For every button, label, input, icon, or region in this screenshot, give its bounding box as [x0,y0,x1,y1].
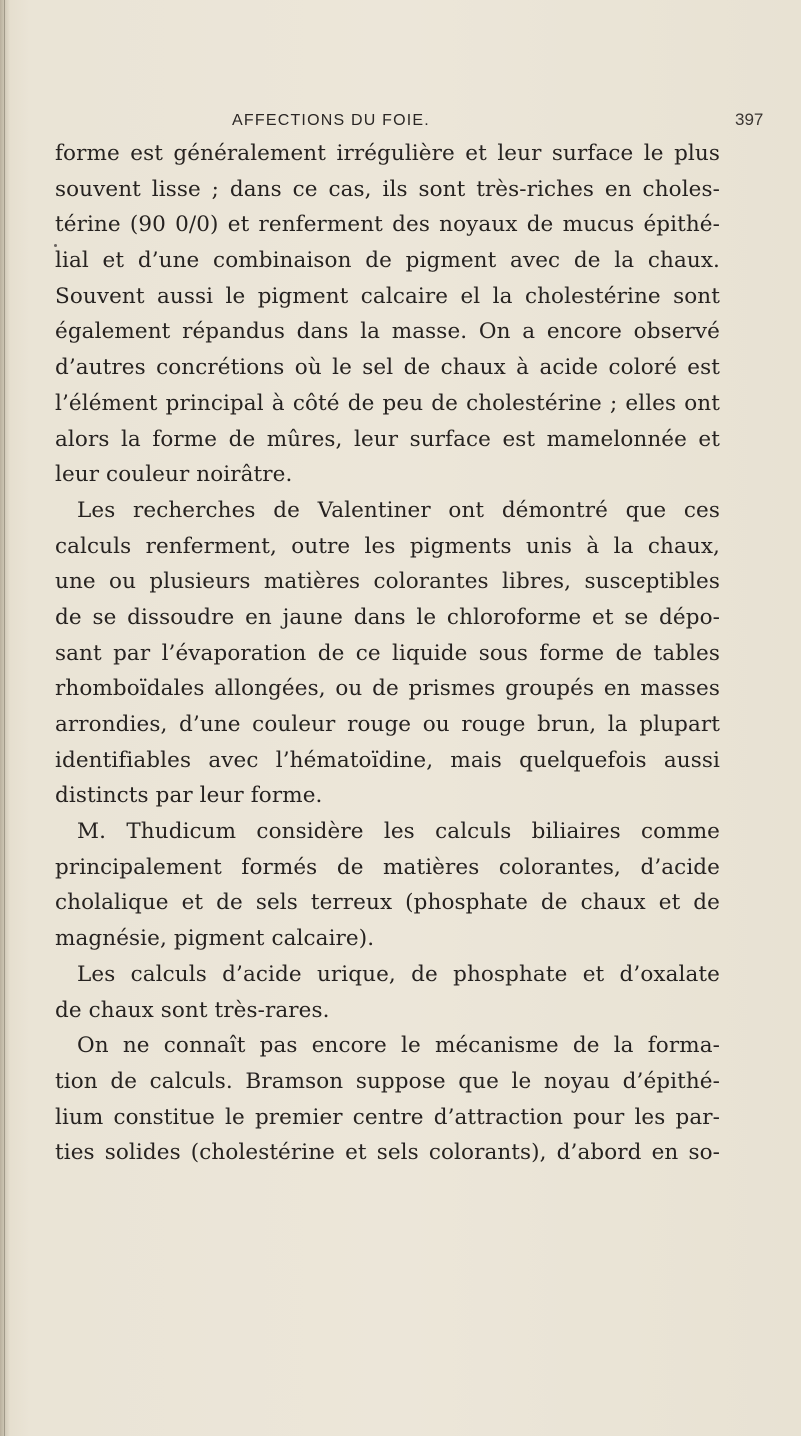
text-line: principalement formés de matières colorantes, d’acide [55,854,720,880]
text-line: rhomboïdales allongées, ou de prismes groupés en masses [55,676,720,702]
text-line: calculs renferment, outre les pigments unis à la chaux, [55,533,720,559]
paragraph-start-line: Les calculs d’acide urique, de phosphate et d’oxalate [77,961,720,987]
text-line: Souvent aussi le pigment calcaire el la cholestérine sont [55,283,720,309]
text-line: d’autres concrétions où le sel de chaux à acide coloré est [55,355,720,381]
text-line: magnésie, pigment calcaire). [55,926,375,952]
text-line: lial et d’une combinaison de pigment avec de la chaux. [55,248,720,274]
text-line: lium constitue le premier centre d’attraction pour les par- [55,1104,720,1130]
text-line: alors la forme de mûres, leur surface est mamelonnée et [55,426,720,452]
text-line: distincts par leur forme. [55,783,323,809]
text-line: une ou plusieurs matières colorantes libres, susceptibles [55,569,720,595]
text-line: cholalique et de sels terreux (phosphate de chaux et de [55,890,720,916]
text-line: ties solides (cholestérine et sels colorants), d’abord en so- [55,1140,720,1166]
paragraph-start-line: M. Thudicum considère les calculs biliaires comme [77,819,720,845]
text-line: identifiables avec l’hématoïdine, mais quelquefois aussi [55,747,720,773]
body-text [55,136,720,1171]
running-head: AFFECTIONS DU FOIE. [232,112,430,129]
text-line: l’élément principal à côté de peu de cholestérine ; elles ont [55,390,720,416]
text-line: tion de calculs. Bramson suppose que le noyau d’épithé- [55,1068,720,1094]
text-line: souvent lisse ; dans ce cas, ils sont très-riches en choles- [55,176,720,202]
page-number: 397 [735,110,764,129]
text-line: arrondies, d’une couleur rouge ou rouge brun, la plupart [55,712,720,737]
text-line: leur couleur noirâtre. [55,462,293,488]
paragraph-start-line: On ne connaît pas encore le mécanisme de la forma- [77,1033,720,1059]
paragraph-start-line: Les recherches de Valentiner ont démontré que ces [77,497,720,523]
text-line: térine (90 0/0) et renferment des noyaux de mucus épithé- [55,212,720,238]
text-line: également répandus dans la masse. On a encore observé [55,319,720,345]
text-line: de se dissoudre en jaune dans le chloroforme et se dépo- [55,604,720,630]
text-line: sant par l’évaporation de ce liquide sous forme de tables [55,640,720,666]
text-line: de chaux sont très-rares. [55,997,330,1023]
text-line: forme est généralement irrégulière et leur surface le plus [55,141,720,166]
page-binding-shadow [0,0,10,1436]
page-binding-edge [4,0,5,1436]
